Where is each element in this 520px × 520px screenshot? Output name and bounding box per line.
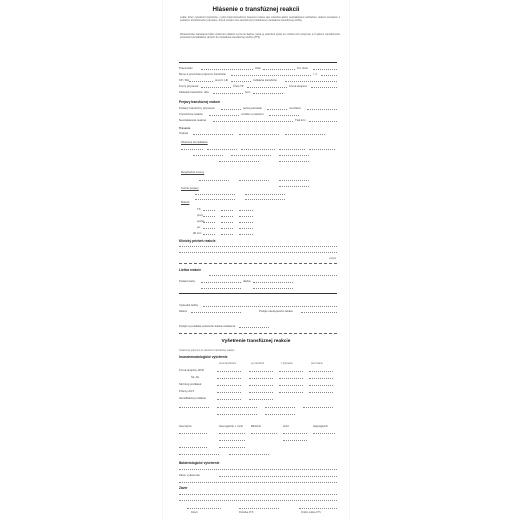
signature-date-label: Dátum [191, 511, 199, 514]
signature-lines[interactable] [179, 505, 337, 509]
signature-stamp-label: Pečiatka ZTS [239, 511, 254, 514]
bp-row-3[interactable]: počas [179, 219, 337, 223]
medication-row[interactable]: Podané lieky dávka [179, 279, 337, 283]
circulation-row-3[interactable] [179, 158, 337, 162]
symptom-row-2[interactable]: Transfúzna reakcia vznikla v priebehu [179, 112, 337, 116]
lab-col-3: z prípravku [281, 362, 293, 365]
skin-row-1[interactable] [179, 191, 337, 195]
lab-col-2: po transfúzii [251, 362, 264, 365]
field-row-1[interactable]: Pracovisko Odd. Tel. číslo [179, 66, 337, 70]
final-conclusion-header: Záver [179, 486, 188, 490]
top-separator [179, 62, 337, 63]
lab-row-7[interactable] [179, 411, 337, 415]
lab-row-5[interactable]: Identifikácia protilátok [179, 396, 337, 400]
cut-line-2 [179, 333, 337, 334]
head-signature-row[interactable]: Podpis a pečiatka vedúceho lekára oddelenia [179, 324, 337, 328]
lab-intro: Vyšetrenie príjemcu po ukončení transfúznej reakcie [179, 349, 235, 352]
field-row-2[interactable]: Meno a priezvisko príjemcu transfúzie r. č. [179, 72, 337, 76]
lab-header: Imunohematologické vyšetrenie [179, 355, 228, 359]
lab2-values-row-3[interactable] [179, 444, 337, 448]
lab-col-4: porovnanie [311, 362, 323, 365]
subsection-pain: Bolesti [181, 200, 190, 204]
clinical-row-2[interactable] [179, 249, 337, 253]
respiratory-row-1[interactable] [179, 177, 337, 181]
lab2-values-row-2[interactable] [179, 437, 337, 441]
bacterio-header: Bakteriologické vyšetrenie [179, 461, 220, 465]
skin-row-2[interactable] [179, 196, 337, 200]
second-title: Vyšetrenie transfúznej reakcie [221, 339, 291, 344]
subsection-respiratory: Respiračné zmeny [181, 170, 205, 174]
treatment-row[interactable] [179, 272, 337, 276]
form-page [163, 0, 349, 520]
result-row[interactable]: Výsledok liečby [179, 303, 337, 307]
medication-row-2[interactable] [179, 285, 337, 289]
subsection-trasenie: Trasenie [179, 126, 191, 130]
lab2-values-row-4[interactable] [179, 451, 337, 455]
subsection-skin: Kožné prejavy [181, 186, 199, 190]
date-signature-row[interactable]: Dátum Podpis ošetrujúceho lekára [179, 309, 337, 313]
intro-paragraph-2: Zdravotnícke zariadenie hlási vzniknutú udalosť na tomto tlačive, ktoré je potrebné spolu so vzorkou krvi príjemcu a zvyškom transfúzneho prípravku bezodkladne doručiť do zariadenia transfúznej služby (ZTS). [180, 33, 340, 40]
intro-paragraph-1: Lekár, ktorý vyhodnotí transfúziu, v jeho bezprostrednom časovom úseku ako závažnú alebo neočakávanú nežiaducu reakciu súvisiacu s podaním transfúzneho prípravku, ihneď oznámi túto skutočnosť príslušnému zariadeniu transfúznej služby. [180, 16, 340, 23]
conclusion-row[interactable]: Záver vyšetrenia [179, 473, 337, 477]
lab-row-2[interactable]: Sk. Ab. [179, 375, 337, 379]
final-conclusion-row-1[interactable] [179, 491, 337, 495]
field-label: Pracovisko [179, 66, 193, 70]
lab2-header-row[interactable]: Hemolýza Hemoglobín v moči Bilirubín LDH Haptoglobín [179, 424, 329, 428]
signature-label: podpis [329, 257, 337, 260]
lab-col-1: pred transfúziou [219, 362, 237, 365]
document-title: Hlásenie o transfúznej reakcii [212, 6, 300, 13]
treatment-header: Liečba reakcie [179, 268, 201, 272]
subsection-circulation: Obehové komplikácie [181, 140, 208, 144]
lab-row-1[interactable]: Krvná skupina, RhD [179, 368, 337, 372]
field-row-4[interactable]: Krvný prípravok Číslo TP Krvná skupina [179, 84, 337, 88]
clinical-row-1[interactable] [179, 243, 337, 247]
final-conclusion-row-2[interactable] [179, 497, 337, 501]
signature-doctor-label: Podpis lekára ZTS [301, 511, 321, 514]
conclusion-row-2[interactable] [179, 479, 337, 483]
bacterio-row[interactable] [179, 466, 337, 470]
lab-row-4[interactable]: Priamy AGT [179, 389, 337, 393]
teplota-row[interactable]: Teplota [179, 131, 337, 135]
bp-row-2[interactable]: pred [179, 213, 337, 217]
clinical-picture-header: Klinický priebeh reakcie [179, 239, 216, 243]
separator-2 [179, 293, 337, 294]
field-row-3[interactable]: KP / RH pred tr. Hb Indikácia transfúzie [179, 78, 337, 82]
respiratory-row-2[interactable] [179, 183, 337, 187]
bp-row-4[interactable]: po [179, 225, 337, 229]
lab-row-6[interactable] [179, 404, 337, 408]
bp-row-5[interactable]: 90 min [179, 231, 337, 235]
symptoms-section-header: Prejavy transfúznej reakcie [179, 100, 221, 104]
circulation-row-1[interactable] [179, 146, 337, 150]
lab-row-3[interactable]: Skríning protilátok [179, 382, 337, 386]
circulation-row-2[interactable] [179, 152, 337, 156]
bp-row-1[interactable]: TK [179, 207, 337, 211]
symptom-row-1[interactable]: Podaný transfúzny prípravok počet jednotiek množstvo [179, 106, 337, 110]
lab2-values-row-1[interactable] [179, 430, 337, 434]
cut-line-1 [179, 263, 337, 264]
symptom-row-3[interactable]: Neočakávaná reakcia Tlak krvi [179, 118, 337, 122]
field-row-5[interactable]: Začiatok transfúzie: dňa hod. [179, 90, 337, 94]
